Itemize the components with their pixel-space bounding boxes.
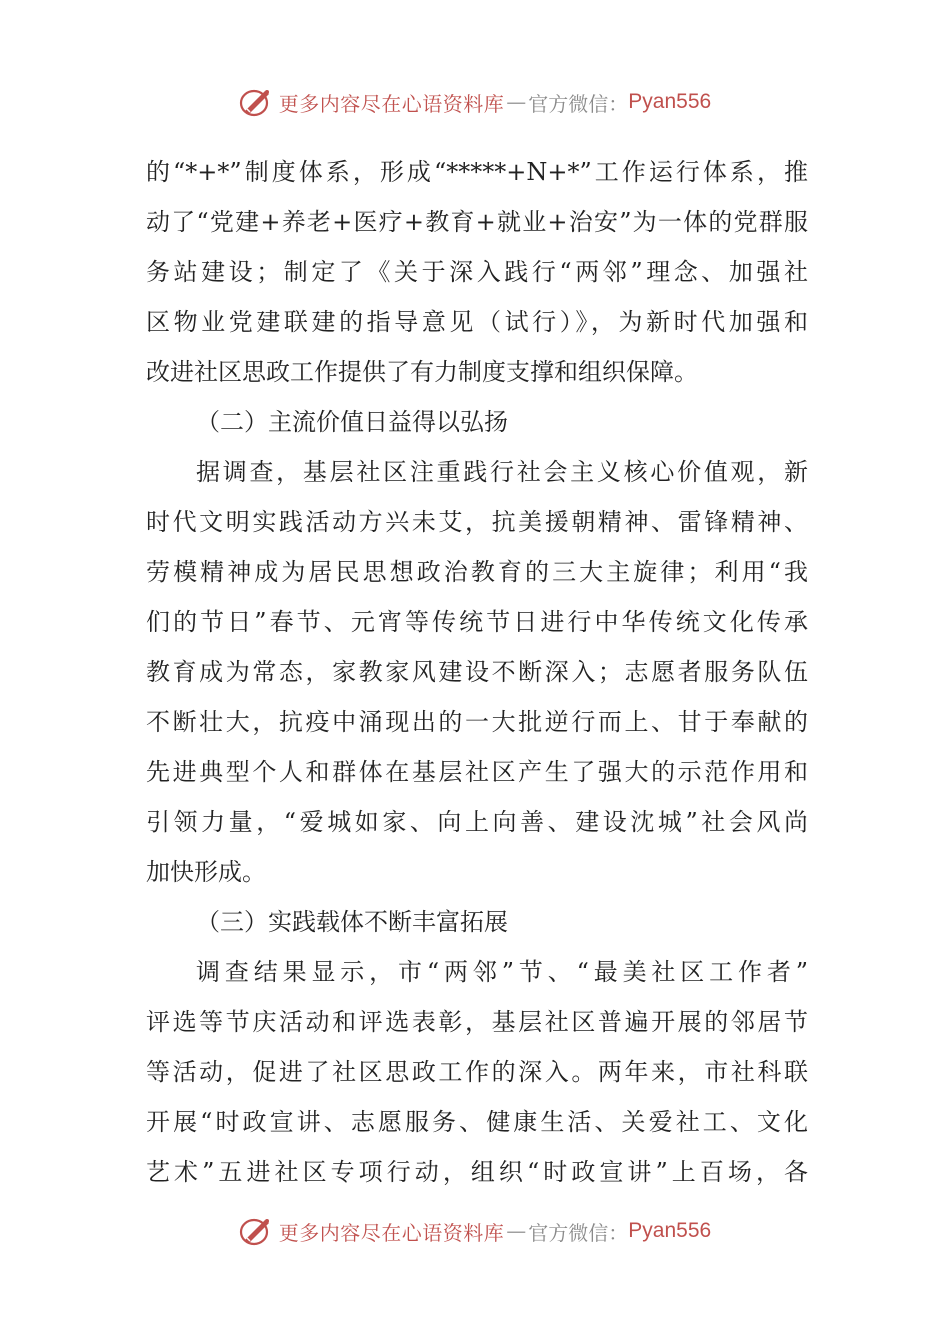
body-line: 加快形成。 bbox=[146, 858, 266, 886]
body-line: 先进典型个人和群体在基层社区产生了强大的示范作用和 bbox=[146, 758, 808, 786]
body-line: 教育成为常态，家教家风建设不断深入；志愿者服务队伍 bbox=[146, 658, 808, 686]
pen-logo-icon bbox=[239, 1214, 273, 1248]
body-line: 艺术”五进社区专项行动，组织“时政宣讲”上百场，各 bbox=[146, 1158, 808, 1186]
body-line: 引领力量，“爱城如家、向上向善、建设沈城”社会风尚 bbox=[146, 808, 808, 836]
document-body bbox=[146, 147, 808, 1197]
banner-wechat-label: 官方微信： bbox=[528, 91, 629, 116]
body-line: 动了“党建+养老+医疗+教育+就业+治安”为一体的党群服 bbox=[146, 208, 808, 236]
banner-dash: — bbox=[506, 1219, 527, 1243]
body-line: 开展“时政宣讲、志愿服务、健康生活、关爱社工、文化 bbox=[146, 1108, 808, 1136]
body-line: 区物业党建联建的指导意见（试行）》，为新时代加强和 bbox=[146, 308, 808, 336]
body-line: 务站建设；制定了《关于深入践行“两邻”理念、加强社 bbox=[146, 258, 808, 286]
header-banner bbox=[0, 82, 950, 122]
body-line: 评选等节庆活动和评选表彰，基层社区普遍开展的邻居节 bbox=[146, 1008, 808, 1036]
body-line: 等活动，促进了社区思政工作的深入。两年来，市社科联 bbox=[146, 1058, 808, 1086]
banner-wechat-label: 官方微信： bbox=[528, 1220, 629, 1245]
body-line: 据调查，基层社区注重践行社会主义核心价值观，新 bbox=[196, 458, 808, 486]
body-line: 改进社区思政工作提供了有力制度支撑和组织保障。 bbox=[146, 358, 698, 386]
footer-banner bbox=[0, 1211, 950, 1251]
section-heading: （二）主流价值日益得以弘扬 bbox=[196, 408, 508, 436]
banner-dash: — bbox=[506, 90, 527, 114]
banner-site-name: 更多内容尽在心语资料库 bbox=[278, 1220, 505, 1245]
body-line: 的“*+*”制度体系，形成“*****+N+*”工作运行体系，推 bbox=[146, 158, 808, 186]
body-line: 时代文明实践活动方兴未艾，抗美援朝精神、雷锋精神、 bbox=[146, 508, 808, 536]
body-line: 们的节日”春节、元宵等传统节日进行中华传统文化传承 bbox=[146, 608, 808, 636]
section-heading: （三）实践载体不断丰富拓展 bbox=[196, 908, 508, 936]
banner-wechat-id: Pyan556 bbox=[628, 90, 712, 113]
body-line: 不断壮大，抗疫中涌现出的一大批逆行而上、甘于奉献的 bbox=[146, 708, 808, 736]
banner-site-name: 更多内容尽在心语资料库 bbox=[278, 91, 505, 116]
pen-logo-icon bbox=[239, 85, 273, 119]
body-line: 调查结果显示，市“两邻”节、“最美社区工作者” bbox=[196, 958, 808, 986]
body-line: 劳模精神成为居民思想政治教育的三大主旋律；利用“我 bbox=[146, 558, 808, 586]
banner-wechat-id: Pyan556 bbox=[628, 1219, 712, 1242]
